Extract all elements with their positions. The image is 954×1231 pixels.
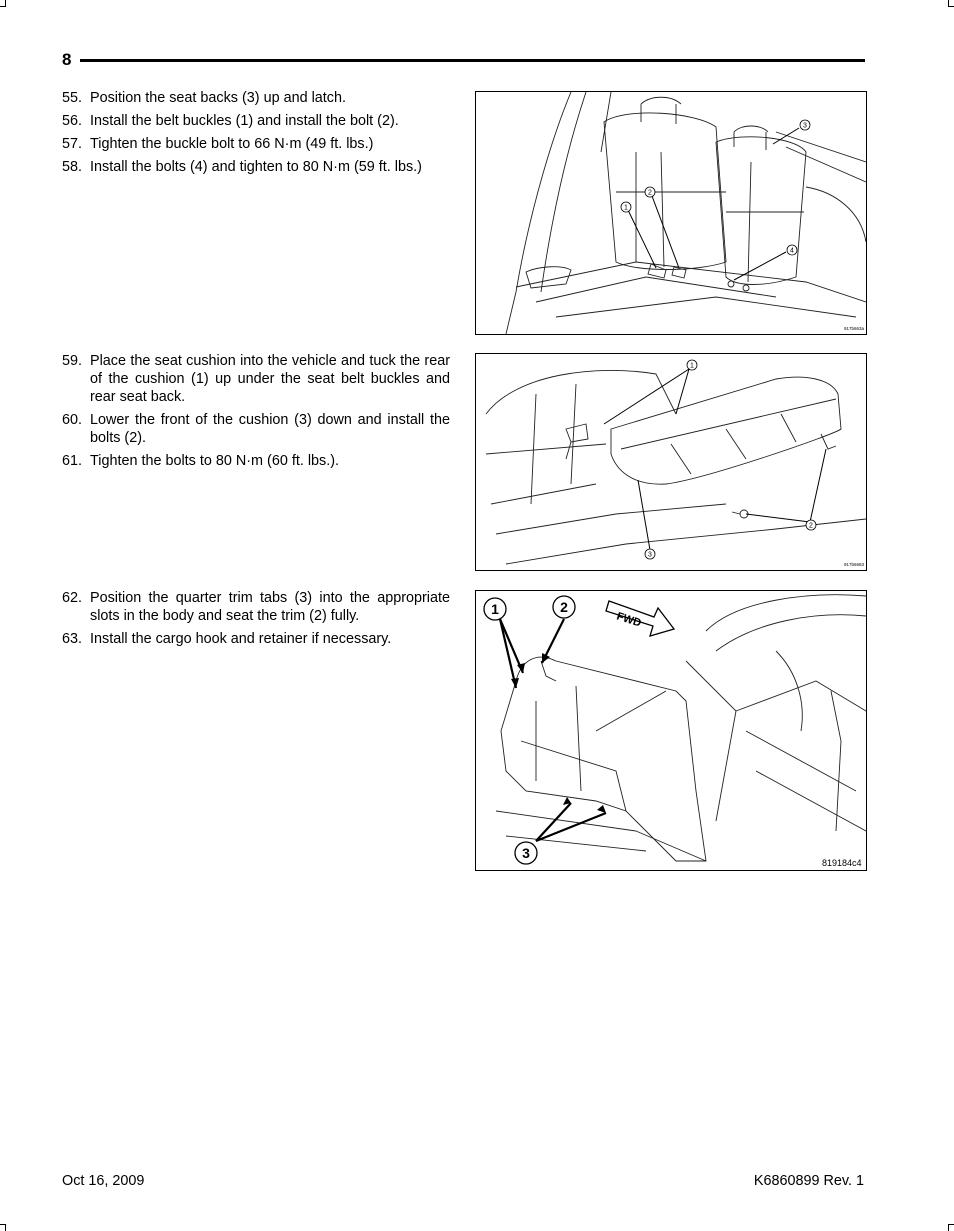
fwd-label: FWD xyxy=(615,610,643,630)
figure-seat-back xyxy=(475,91,867,335)
callout-label: 1 xyxy=(624,204,628,212)
crop-mark xyxy=(948,1224,954,1225)
step-text: Place the seat cushion into the vehicle and tuck the rear of the cushion (1) up under the seat belt buckles and rear seat back. xyxy=(90,353,450,405)
step-text: Lower the front of the cushion (3) down and install the bolts (2). xyxy=(90,412,450,446)
callout-label: 3 xyxy=(803,122,807,130)
figure-code: 819184c4 xyxy=(822,858,862,868)
step-number: 56. xyxy=(62,113,83,129)
callout-label: 1 xyxy=(491,601,499,617)
step-item xyxy=(62,112,450,130)
step-text: Position the seat backs (3) up and latch. xyxy=(90,90,346,106)
crop-mark xyxy=(0,1224,6,1225)
step-item xyxy=(62,352,450,406)
steps-list xyxy=(62,89,450,181)
footer-date: Oct 16, 2009 xyxy=(62,1173,145,1189)
step-text: Install the cargo hook and retainer if necessary. xyxy=(90,631,392,647)
callout-label: 1 xyxy=(690,362,694,370)
callout-label: 3 xyxy=(522,845,530,861)
page-number: 8 xyxy=(62,50,72,69)
callout-label: 2 xyxy=(648,189,652,197)
step-text: Install the bolts (4) and tighten to 80 N·m (59 ft. lbs.) xyxy=(90,159,422,175)
step-text: Tighten the buckle bolt to 66 N·m (49 ft. lbs.) xyxy=(90,136,374,152)
step-number: 61. xyxy=(62,453,83,469)
steps-list xyxy=(62,589,450,653)
figure-code: 917b663a xyxy=(843,326,865,331)
crop-mark xyxy=(0,6,6,7)
step-item xyxy=(62,411,450,447)
callout-label: 2 xyxy=(560,599,568,615)
figure-code: 917b6683 xyxy=(843,562,865,567)
step-text: Install the belt buckles (1) and install the bolt (2). xyxy=(90,113,399,129)
step-text: Tighten the bolts to 80 N·m (60 ft. lbs.). xyxy=(90,453,340,469)
step-item xyxy=(62,89,450,107)
step-number: 55. xyxy=(62,90,83,106)
step-text: Position the quarter trim tabs (3) into the appropriate slots in the body and seat the trim (2) fully. xyxy=(90,590,450,624)
step-number: 59. xyxy=(62,353,83,369)
step-number: 58. xyxy=(62,159,83,175)
figure-quarter-trim xyxy=(475,590,867,871)
steps-list xyxy=(62,352,450,475)
crop-mark xyxy=(5,1224,6,1231)
step-number: 60. xyxy=(62,412,83,428)
callout-label: 2 xyxy=(809,522,813,530)
step-item xyxy=(62,158,450,176)
footer-doc-id: K6860899 Rev. 1 xyxy=(753,1173,864,1189)
step-item xyxy=(62,452,450,470)
step-item xyxy=(62,589,450,625)
crop-mark xyxy=(948,6,954,7)
step-number: 62. xyxy=(62,590,83,606)
callout-label: 4 xyxy=(790,247,794,255)
step-number: 63. xyxy=(62,631,83,647)
step-number: 57. xyxy=(62,136,83,152)
crop-mark xyxy=(948,1224,949,1231)
step-item xyxy=(62,630,450,648)
step-item xyxy=(62,135,450,153)
header-rule xyxy=(80,59,865,62)
callout-label: 3 xyxy=(648,551,652,559)
figure-seat-cushion xyxy=(475,353,867,571)
